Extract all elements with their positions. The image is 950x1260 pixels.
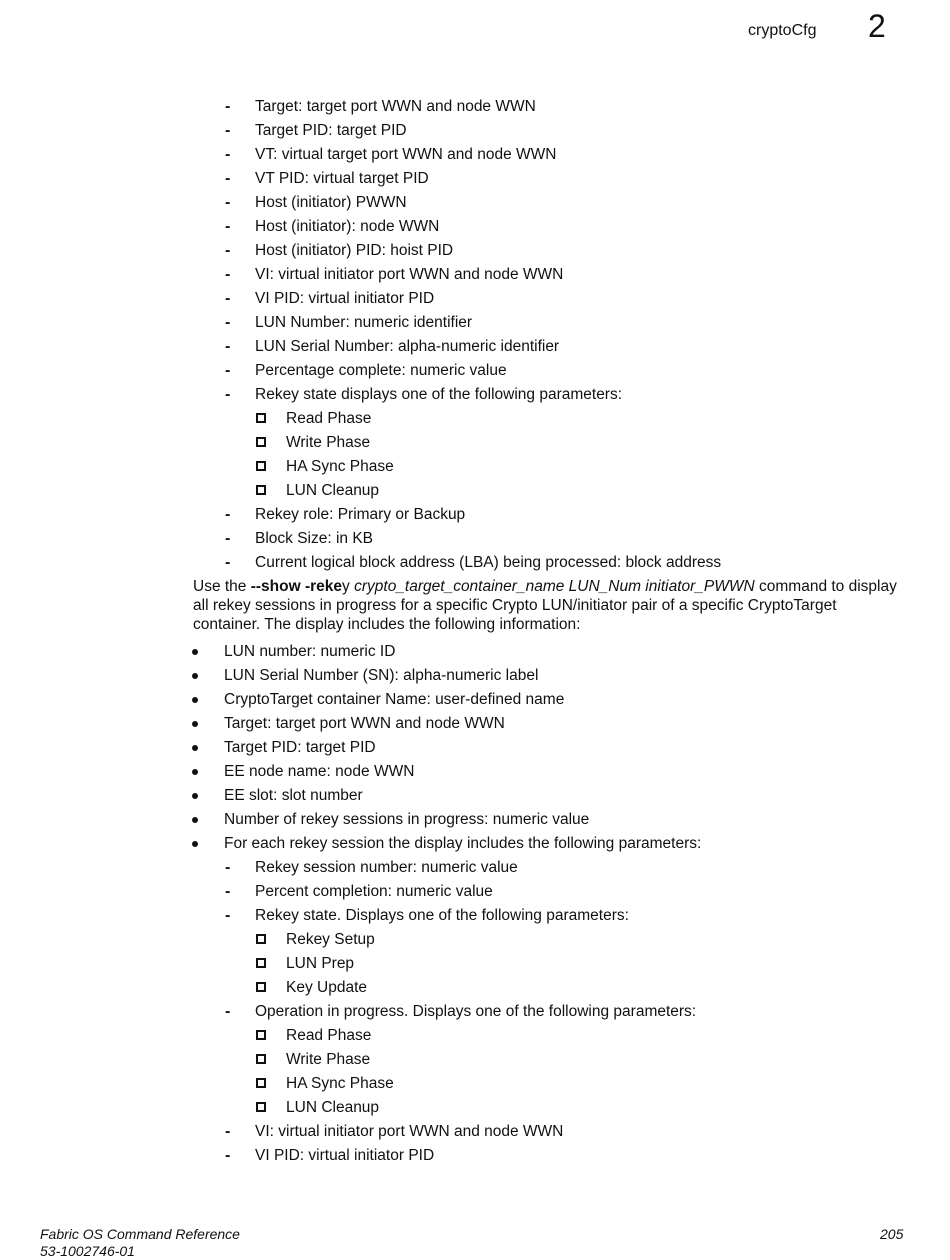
- footer-document-number: 53-1002746-01: [40, 1243, 135, 1259]
- dash-marker: -: [225, 290, 231, 307]
- square-bullet-icon: [256, 934, 266, 944]
- dash-item: - VT: virtual target port WWN and node WWN: [225, 146, 557, 163]
- dash-marker: -: [225, 338, 231, 355]
- dash-item: - Target PID: target PID: [225, 122, 407, 139]
- bullet-icon: [192, 745, 198, 751]
- command-option: --show -reke: [250, 578, 343, 595]
- dash-marker: -: [225, 362, 231, 379]
- dash-item: - Block Size: in KB: [225, 530, 374, 547]
- header-chapter-number: 2: [868, 8, 886, 44]
- bullet-icon: [192, 697, 198, 703]
- dash-item: - Percent completion: numeric value: [225, 883, 493, 900]
- bullet-item: LUN Serial Number (SN): alpha-numeric label: [224, 666, 538, 686]
- dash-marker: -: [225, 1147, 231, 1164]
- box-item: Write Phase: [286, 433, 370, 453]
- footer-page-number: 205: [880, 1226, 904, 1242]
- bullet-item: Target: target port WWN and node WWN: [224, 714, 505, 734]
- square-bullet-icon: [256, 413, 266, 423]
- dash-marker: -: [225, 242, 231, 259]
- bullet-item: Target PID: target PID: [224, 738, 376, 758]
- box-item: HA Sync Phase: [286, 457, 394, 477]
- dash-item: - VT PID: virtual target PID: [225, 170, 429, 187]
- bullet-item: EE slot: slot number: [224, 786, 363, 806]
- square-bullet-icon: [256, 461, 266, 471]
- bullet-icon: [192, 841, 198, 847]
- bullet-icon: [192, 673, 198, 679]
- bullet-item: LUN number: numeric ID: [224, 642, 395, 662]
- square-bullet-icon: [256, 982, 266, 992]
- box-item: Read Phase: [286, 409, 371, 429]
- bullet-item: CryptoTarget container Name: user-defined name: [224, 690, 564, 710]
- dash-marker: -: [225, 194, 231, 211]
- footer-document-title: Fabric OS Command Reference: [40, 1226, 240, 1242]
- dash-item: - Rekey role: Primary or Backup: [225, 506, 466, 523]
- dash-item: - LUN Serial Number: alpha-numeric identifier: [225, 338, 560, 355]
- box-item: Write Phase: [286, 1050, 370, 1070]
- dash-item: - Current logical block address (LBA) being processed: block address: [225, 554, 722, 571]
- dash-marker: -: [225, 1123, 231, 1140]
- bullet-item: Number of rekey sessions in progress: numeric value: [224, 810, 589, 830]
- dash-marker: -: [225, 98, 231, 115]
- dash-marker: -: [225, 530, 231, 547]
- dash-item: - VI: virtual initiator port WWN and node WWN: [225, 266, 564, 283]
- bullet-icon: [192, 721, 198, 727]
- dash-marker: -: [225, 146, 231, 163]
- square-bullet-icon: [256, 485, 266, 495]
- bullet-icon: [192, 649, 198, 655]
- box-item: Key Update: [286, 978, 367, 998]
- dash-marker: -: [225, 506, 231, 523]
- box-item: Read Phase: [286, 1026, 371, 1046]
- dash-marker: -: [225, 170, 231, 187]
- dash-item: - VI: virtual initiator port WWN and node WWN: [225, 1123, 564, 1140]
- dash-item: - Rekey state. Displays one of the following parameters:: [225, 907, 629, 924]
- square-bullet-icon: [256, 1030, 266, 1040]
- dash-item: - Host (initiator) PID: hoist PID: [225, 242, 454, 259]
- dash-item: - Host (initiator): node WWN: [225, 218, 440, 235]
- header-command-name: cryptoCfg: [748, 22, 817, 39]
- dash-item: - LUN Number: numeric identifier: [225, 314, 473, 331]
- dash-item: - Rekey state displays one of the following parameters:: [225, 386, 623, 403]
- bullet-item: EE node name: node WWN: [224, 762, 414, 782]
- dash-marker: -: [225, 122, 231, 139]
- square-bullet-icon: [256, 1102, 266, 1112]
- dash-marker: -: [225, 554, 231, 571]
- dash-marker: -: [225, 266, 231, 283]
- square-bullet-icon: [256, 958, 266, 968]
- box-item: LUN Prep: [286, 954, 354, 974]
- dash-item: - VI PID: virtual initiator PID: [225, 290, 435, 307]
- dash-marker: -: [225, 314, 231, 331]
- dash-marker: -: [225, 1003, 231, 1020]
- dash-marker: -: [225, 386, 231, 403]
- dash-item: - Rekey session number: numeric value: [225, 859, 518, 876]
- box-item: LUN Cleanup: [286, 481, 379, 501]
- dash-item: - Percentage complete: numeric value: [225, 362, 507, 379]
- square-bullet-icon: [256, 1078, 266, 1088]
- dash-marker: -: [225, 218, 231, 235]
- description-paragraph: Use the --show -rekey crypto_target_container_name LUN_Num initiator_PWWN command to display all rekey sessions in progress for a specific Crypto LUN/initiator pair of a specific CryptoTarget container. The display includes the following information:: [193, 578, 897, 633]
- dash-item: - Operation in progress. Displays one of the following parameters:: [225, 1003, 697, 1020]
- dash-marker: -: [225, 907, 231, 924]
- dash-item: - VI PID: virtual initiator PID: [225, 1147, 435, 1164]
- command-arguments: crypto_target_container_name LUN_Num initiator_PWWN: [349, 578, 755, 595]
- dash-marker: -: [225, 859, 231, 876]
- square-bullet-icon: [256, 1054, 266, 1064]
- bullet-icon: [192, 793, 198, 799]
- dash-marker: -: [225, 883, 231, 900]
- bullet-icon: [192, 769, 198, 775]
- box-item: Rekey Setup: [286, 930, 375, 950]
- square-bullet-icon: [256, 437, 266, 447]
- dash-item: - Host (initiator) PWWN: [225, 194, 407, 211]
- dash-item: - Target: target port WWN and node WWN: [225, 98, 536, 115]
- box-item: HA Sync Phase: [286, 1074, 394, 1094]
- box-item: LUN Cleanup: [286, 1098, 379, 1118]
- bullet-item: For each rekey session the display includes the following parameters:: [224, 834, 701, 854]
- bullet-icon: [192, 817, 198, 823]
